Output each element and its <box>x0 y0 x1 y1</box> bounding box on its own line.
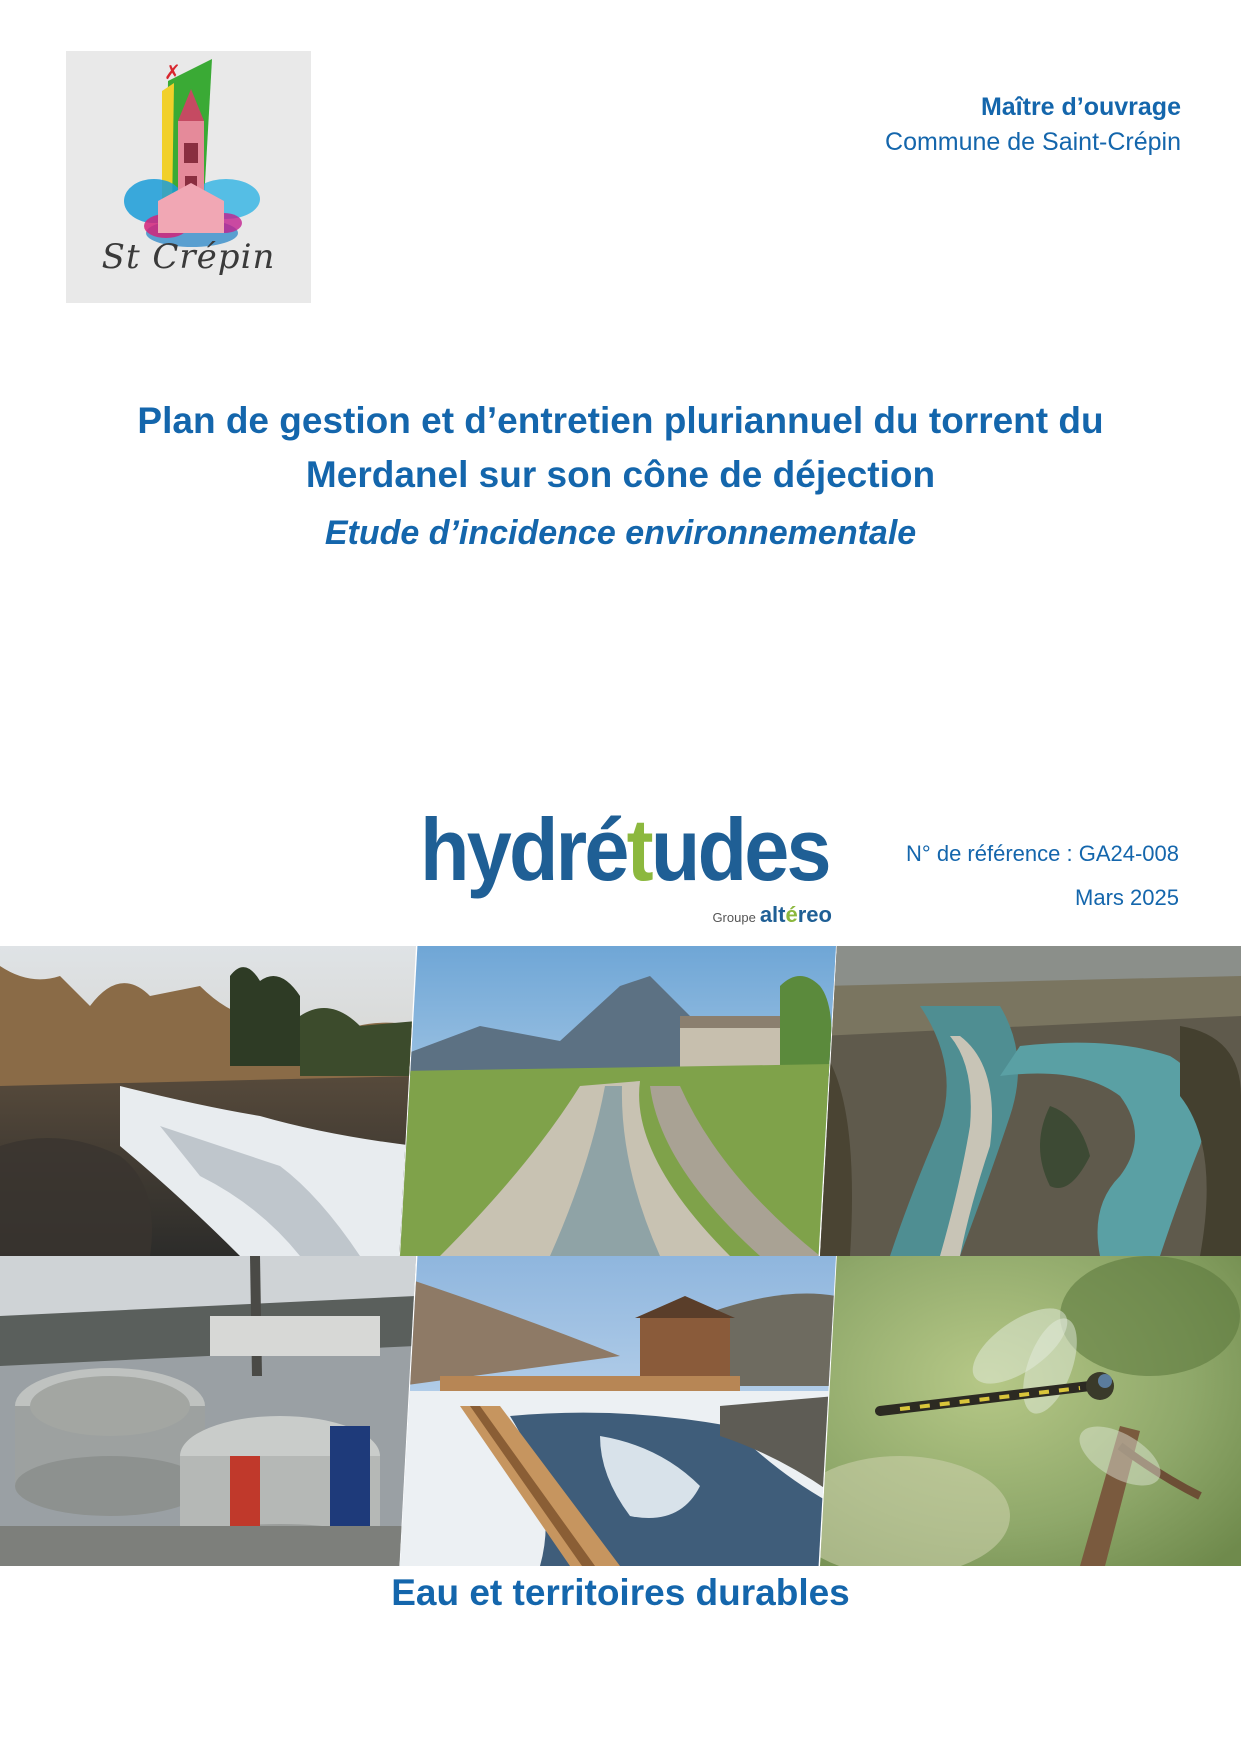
document-subtitle: Etude d’incidence environnementale <box>324 514 917 552</box>
brand-name-part-2: udes <box>650 800 829 899</box>
reference-date: Mars 2025 <box>1075 885 1179 910</box>
reference-number: N° de référence : GA24-008 <box>906 841 1179 866</box>
river-weir-photo <box>0 946 416 1256</box>
tagline: Eau et territoires durables <box>391 1572 850 1613</box>
snowy-torrent-bridge-photo <box>400 1256 836 1566</box>
svg-text:✗: ✗ <box>164 60 181 84</box>
client-name: Commune de Saint-Crépin <box>885 128 1181 156</box>
brand-name-part-1: hydré <box>420 800 627 899</box>
brand-group <box>712 902 832 928</box>
brand-group-part-2: reo <box>797 902 832 927</box>
photo-collage <box>0 946 1241 1566</box>
client-block <box>885 90 1181 160</box>
title-line-1: Plan de gestion et d’entretien pluriannuel du torrent du <box>137 400 1104 441</box>
document-title <box>60 394 1181 502</box>
title-line-2: Merdanel sur son cône de déjection <box>305 454 936 495</box>
company-logo <box>420 800 840 930</box>
aerial-braided-river-photo <box>820 946 1241 1256</box>
brand-group-part-1: alt <box>759 902 786 927</box>
reference-block <box>906 832 1179 920</box>
brand-group-accent: é <box>785 902 798 927</box>
construction-site-tanks-photo <box>0 1256 416 1566</box>
brand-group-label: Groupe <box>712 910 756 925</box>
commune-logo <box>66 51 311 303</box>
brand-name-accent: t <box>626 800 651 899</box>
dragonfly-photo <box>820 1256 1241 1566</box>
client-label: Maître d’ouvrage <box>980 93 1181 121</box>
logo-text: St Crépin <box>101 237 276 277</box>
brand-name <box>420 800 829 900</box>
riprap-channel-photo <box>400 946 836 1256</box>
